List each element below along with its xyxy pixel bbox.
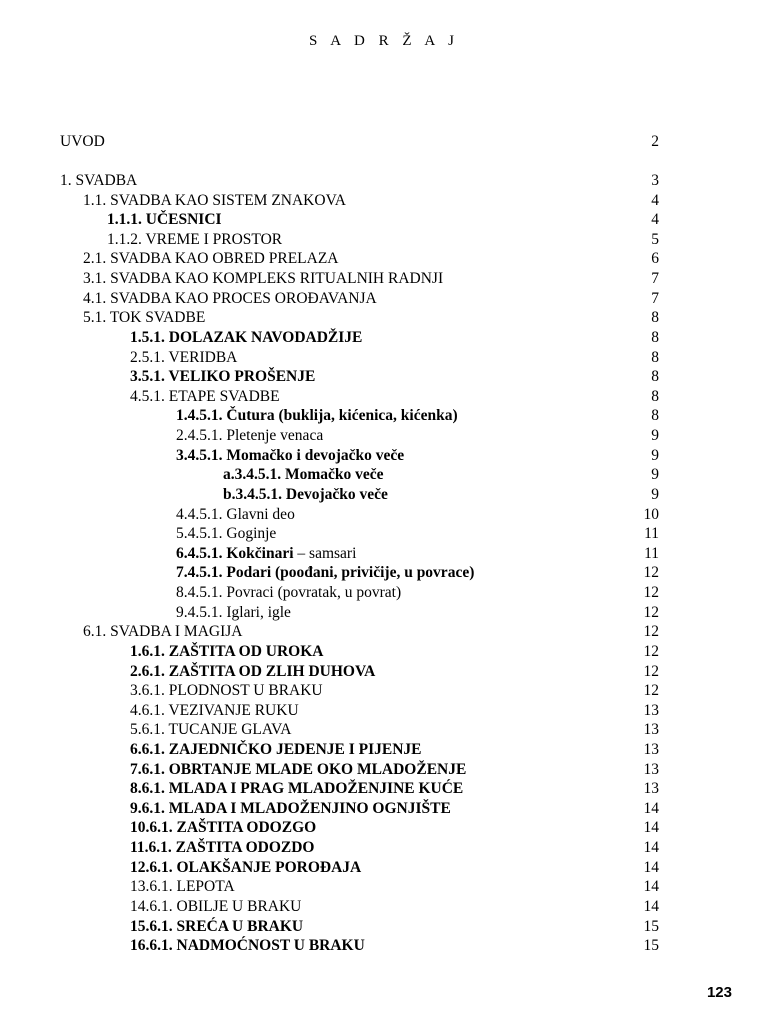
page-number: 123 bbox=[706, 984, 732, 1001]
toc-entry bbox=[0, 838, 768, 858]
toc-entry-title-text: 1. SVADBA bbox=[60, 172, 138, 189]
toc-entry-title bbox=[176, 426, 323, 446]
toc-entry-page: 11 bbox=[644, 544, 659, 562]
toc-entry-title bbox=[83, 249, 339, 269]
toc-entry bbox=[0, 720, 768, 740]
toc-entry-title-text: 8.4.5.1. Povraci (povratak, u povrat) bbox=[176, 584, 402, 602]
toc-entry-title-text: a.3.4.5.1. Momačko veče bbox=[223, 466, 384, 484]
toc-entry-page: 13 bbox=[643, 740, 659, 758]
toc-entry-title bbox=[130, 858, 361, 878]
toc-entry-page: 14 bbox=[643, 897, 659, 915]
toc-entry bbox=[0, 387, 768, 407]
toc-entry bbox=[0, 563, 768, 583]
toc-entry-page: 15 bbox=[643, 917, 659, 935]
toc-entry bbox=[0, 308, 768, 328]
toc-entry-title bbox=[130, 760, 466, 780]
toc-entry-title-text: 1.4.5.1. Čutura (buklija, kićenica, kićenka) bbox=[176, 407, 458, 425]
toc-entry bbox=[0, 132, 768, 152]
toc-entry-title bbox=[130, 917, 303, 937]
toc-entry bbox=[0, 426, 768, 446]
toc-entry-page: 3 bbox=[651, 172, 659, 189]
toc-entry bbox=[0, 877, 768, 897]
toc-entry bbox=[0, 681, 768, 701]
toc-entry bbox=[0, 897, 768, 917]
toc-entry bbox=[0, 269, 768, 289]
toc-entry-title bbox=[176, 524, 276, 544]
toc-entry-title-text: 3.6.1. PLODNOST U BRAKU bbox=[130, 682, 323, 700]
page-title: S A D R Ž A J bbox=[308, 33, 460, 49]
toc-entry-title bbox=[223, 485, 388, 505]
toc-entry-title bbox=[130, 662, 375, 682]
toc-entry-page: 11 bbox=[644, 525, 659, 543]
toc-entry-page: 9 bbox=[651, 427, 659, 445]
toc-entry-title bbox=[130, 367, 315, 387]
toc-entry-title-text: 7.6.1. OBRTANJE MLADE OKO MLADOŽENJE bbox=[130, 760, 467, 778]
toc-entry-title bbox=[130, 779, 463, 799]
toc-entry-title-suffix: – samsari bbox=[293, 544, 357, 562]
toc-entry bbox=[0, 779, 768, 799]
toc-entry bbox=[0, 171, 768, 191]
toc-entry bbox=[0, 583, 768, 603]
toc-entry-page: 8 bbox=[651, 328, 659, 346]
toc-entry-page: 8 bbox=[651, 407, 659, 425]
toc-entry-title-text: 4.1. SVADBA KAO PROCES OROĐAVANJA bbox=[83, 289, 377, 307]
toc-entry-title-text: 5.6.1. TUCANJE GLAVA bbox=[130, 721, 292, 739]
toc-entry-title-text: 2.5.1. VERIDBA bbox=[130, 348, 238, 366]
toc-entry-title-text: 4.5.1. ETAPE SVADBE bbox=[130, 387, 280, 405]
toc-entry-title bbox=[223, 465, 384, 485]
toc-entry-title-text: 5.1. TOK SVADBE bbox=[83, 309, 206, 327]
toc-entry-title bbox=[130, 740, 422, 760]
toc-entry bbox=[0, 348, 768, 368]
toc-entry-title bbox=[130, 936, 365, 956]
toc-entry-title-text: 10.6.1. ZAŠTITA ODOZGO bbox=[130, 819, 317, 837]
toc-entry-title bbox=[60, 171, 137, 191]
toc-entry-page: 9 bbox=[651, 485, 659, 503]
toc-entry-page: 15 bbox=[643, 937, 659, 955]
toc-entry-title bbox=[130, 348, 237, 368]
toc-entry-title-text: 1.5.1. DOLAZAK NAVODADŽIJE bbox=[130, 328, 363, 346]
toc-entry bbox=[0, 328, 768, 348]
toc-entry-title bbox=[130, 799, 451, 819]
toc-entry-title-text: 12.6.1. OLAKŠANJE POROĐAJA bbox=[130, 858, 362, 876]
toc-entry-page: 9 bbox=[651, 446, 659, 464]
toc-entry-page: 9 bbox=[651, 466, 659, 484]
toc-entry-title-text: 1.1. SVADBA KAO SISTEM ZNAKOVA bbox=[83, 191, 346, 209]
toc-entry bbox=[0, 505, 768, 525]
toc-entry-title-text: 2.4.5.1. Pletenje venaca bbox=[176, 427, 324, 445]
toc-entry-title-text: 1.6.1. ZAŠTITA OD UROKA bbox=[130, 642, 324, 660]
toc-entry-title bbox=[83, 308, 205, 328]
toc-entry-page: 14 bbox=[643, 878, 659, 896]
toc-entry bbox=[0, 249, 768, 269]
toc-entry bbox=[0, 191, 768, 211]
toc-entry-title-text: 4.6.1. VEZIVANJE RUKU bbox=[130, 701, 299, 719]
toc-entry-title-text: b.3.4.5.1. Devojačko veče bbox=[223, 485, 388, 503]
toc-entry-page: 8 bbox=[651, 387, 659, 405]
toc-entry bbox=[0, 740, 768, 760]
toc-entry bbox=[0, 524, 768, 544]
toc-entry-title bbox=[130, 818, 316, 838]
toc-entry-title-text: 6.6.1. ZAJEDNIČKO JEDENJE I PIJENJE bbox=[130, 740, 422, 758]
toc-entry-page: 12 bbox=[643, 662, 659, 680]
toc-entry bbox=[0, 701, 768, 721]
toc-entry-title bbox=[130, 387, 280, 407]
toc-entry-title bbox=[176, 603, 291, 623]
toc-entry-page: 12 bbox=[643, 642, 659, 660]
toc-entry-title bbox=[176, 583, 401, 603]
toc-entry-title-text: 16.6.1. NADMOĆNOST U BRAKU bbox=[130, 937, 365, 955]
toc-entry-title bbox=[130, 877, 235, 897]
toc-entry bbox=[0, 760, 768, 780]
toc-entry-title-text: 8.6.1. MLADA I PRAG MLADOŽENJINE KUĆE bbox=[130, 780, 464, 798]
toc-entry-title-text: 3.5.1. VELIKO PROŠENJE bbox=[130, 368, 316, 386]
toc-entry-title bbox=[130, 681, 323, 701]
toc-entry-title-text: 14.6.1. OBILJE U BRAKU bbox=[130, 897, 302, 915]
toc-entry-page: 5 bbox=[651, 230, 659, 248]
toc-entry-page: 14 bbox=[643, 799, 659, 817]
toc-entry-title-text: 1.1.1. UČESNICI bbox=[107, 211, 222, 229]
toc-entry-title bbox=[83, 289, 377, 309]
toc-entry-page: 13 bbox=[643, 721, 659, 739]
toc-entry-title bbox=[107, 230, 282, 250]
toc-entry-page: 4 bbox=[651, 191, 659, 209]
toc-entry-page: 13 bbox=[643, 780, 659, 798]
toc-entry-title-text: 1.1.2. VREME I PROSTOR bbox=[107, 230, 283, 248]
toc-entry-page: 12 bbox=[643, 584, 659, 602]
toc-entry-title bbox=[130, 328, 362, 348]
toc-entry-title bbox=[176, 505, 295, 525]
toc-entry-page: 7 bbox=[651, 270, 659, 288]
toc-entry bbox=[0, 642, 768, 662]
toc-entry bbox=[0, 858, 768, 878]
toc-entry-title bbox=[176, 446, 404, 466]
toc-entry-title-text: 2.1. SVADBA KAO OBRED PRELAZA bbox=[83, 250, 339, 268]
toc-entry-page: 13 bbox=[643, 701, 659, 719]
toc-entry-title bbox=[176, 563, 474, 583]
toc-entry-title bbox=[130, 642, 324, 662]
toc-entry-title bbox=[107, 210, 222, 230]
toc-entry bbox=[0, 662, 768, 682]
toc-entry bbox=[0, 485, 768, 505]
toc-entry-title bbox=[83, 191, 346, 211]
toc-entry bbox=[0, 230, 768, 250]
toc-entry bbox=[0, 465, 768, 485]
toc-entry-page: 4 bbox=[651, 211, 659, 229]
toc-entry-page: 7 bbox=[651, 289, 659, 307]
toc-entry-page: 2 bbox=[651, 132, 659, 150]
toc-entry bbox=[0, 446, 768, 466]
toc-entry-title bbox=[130, 720, 291, 740]
toc-entry-title-text: 4.4.5.1. Glavni deo bbox=[176, 505, 295, 523]
toc-entry-page: 12 bbox=[643, 564, 659, 582]
toc-entry bbox=[0, 818, 768, 838]
toc-entry bbox=[0, 406, 768, 426]
toc-entry bbox=[0, 936, 768, 956]
toc-entry-title bbox=[83, 622, 242, 642]
toc-entry bbox=[0, 289, 768, 309]
toc-entry-title-text: 6.1. SVADBA I MAGIJA bbox=[83, 623, 243, 641]
toc-entry bbox=[0, 367, 768, 387]
toc-entry-page: 12 bbox=[643, 623, 659, 641]
toc-entry bbox=[0, 799, 768, 819]
toc-entry-title-text: UVOD bbox=[60, 132, 105, 150]
toc-entry-title-text: 9.6.1. MLADA I MLADOŽENJINO OGNJIŠTE bbox=[130, 799, 451, 817]
toc-entry-page: 14 bbox=[643, 839, 659, 857]
toc-entry-title-text: 6.4.5.1. Kokčinari bbox=[176, 544, 294, 562]
toc-entry-page: 14 bbox=[643, 819, 659, 837]
toc-entry-title-text: 15.6.1. SREĆA U BRAKU bbox=[130, 917, 304, 935]
toc-entry-title bbox=[176, 544, 356, 564]
toc-entry-title bbox=[130, 701, 299, 721]
toc-entry-title-text: 9.4.5.1. Iglari, igle bbox=[176, 603, 291, 621]
toc-entry-page: 8 bbox=[651, 309, 659, 327]
toc-entry-page: 8 bbox=[651, 368, 659, 386]
toc-entry-title bbox=[176, 406, 458, 426]
toc-entry bbox=[0, 544, 768, 564]
toc-entry bbox=[0, 917, 768, 937]
toc-entry-page: 14 bbox=[643, 858, 659, 876]
toc-entry-title-text: 11.6.1. ZAŠTITA ODOZDO bbox=[130, 839, 315, 857]
toc-entry-page: 10 bbox=[643, 505, 659, 523]
toc-entry-title-text: 3.1. SVADBA KAO KOMPLEKS RITUALNIH RADNJI bbox=[83, 270, 444, 288]
toc-entry-title-text: 2.6.1. ZAŠTITA OD ZLIH DUHOVA bbox=[130, 662, 376, 680]
toc-entry-title bbox=[130, 838, 314, 858]
toc-entry-title bbox=[83, 269, 443, 289]
toc-entry-page: 6 bbox=[651, 250, 659, 268]
toc-entry-title-text: 7.4.5.1. Podari (poođani, privičije, u povrace) bbox=[176, 564, 475, 582]
toc-entry bbox=[0, 622, 768, 642]
toc-entry-title bbox=[130, 897, 301, 917]
toc-entry bbox=[0, 210, 768, 230]
toc-entry-page: 12 bbox=[643, 682, 659, 700]
toc-entry-page: 13 bbox=[643, 760, 659, 778]
toc-entry-title-text: 5.4.5.1. Goginje bbox=[176, 525, 277, 543]
toc-entry bbox=[0, 603, 768, 623]
toc-entry-page: 12 bbox=[643, 603, 659, 621]
toc-entry-title bbox=[60, 132, 105, 152]
toc-entry-page: 8 bbox=[651, 348, 659, 366]
toc-entry-title-text: 3.4.5.1. Momačko i devojačko veče bbox=[176, 446, 405, 464]
toc-entry-title-text: 13.6.1. LEPOTA bbox=[130, 878, 235, 896]
